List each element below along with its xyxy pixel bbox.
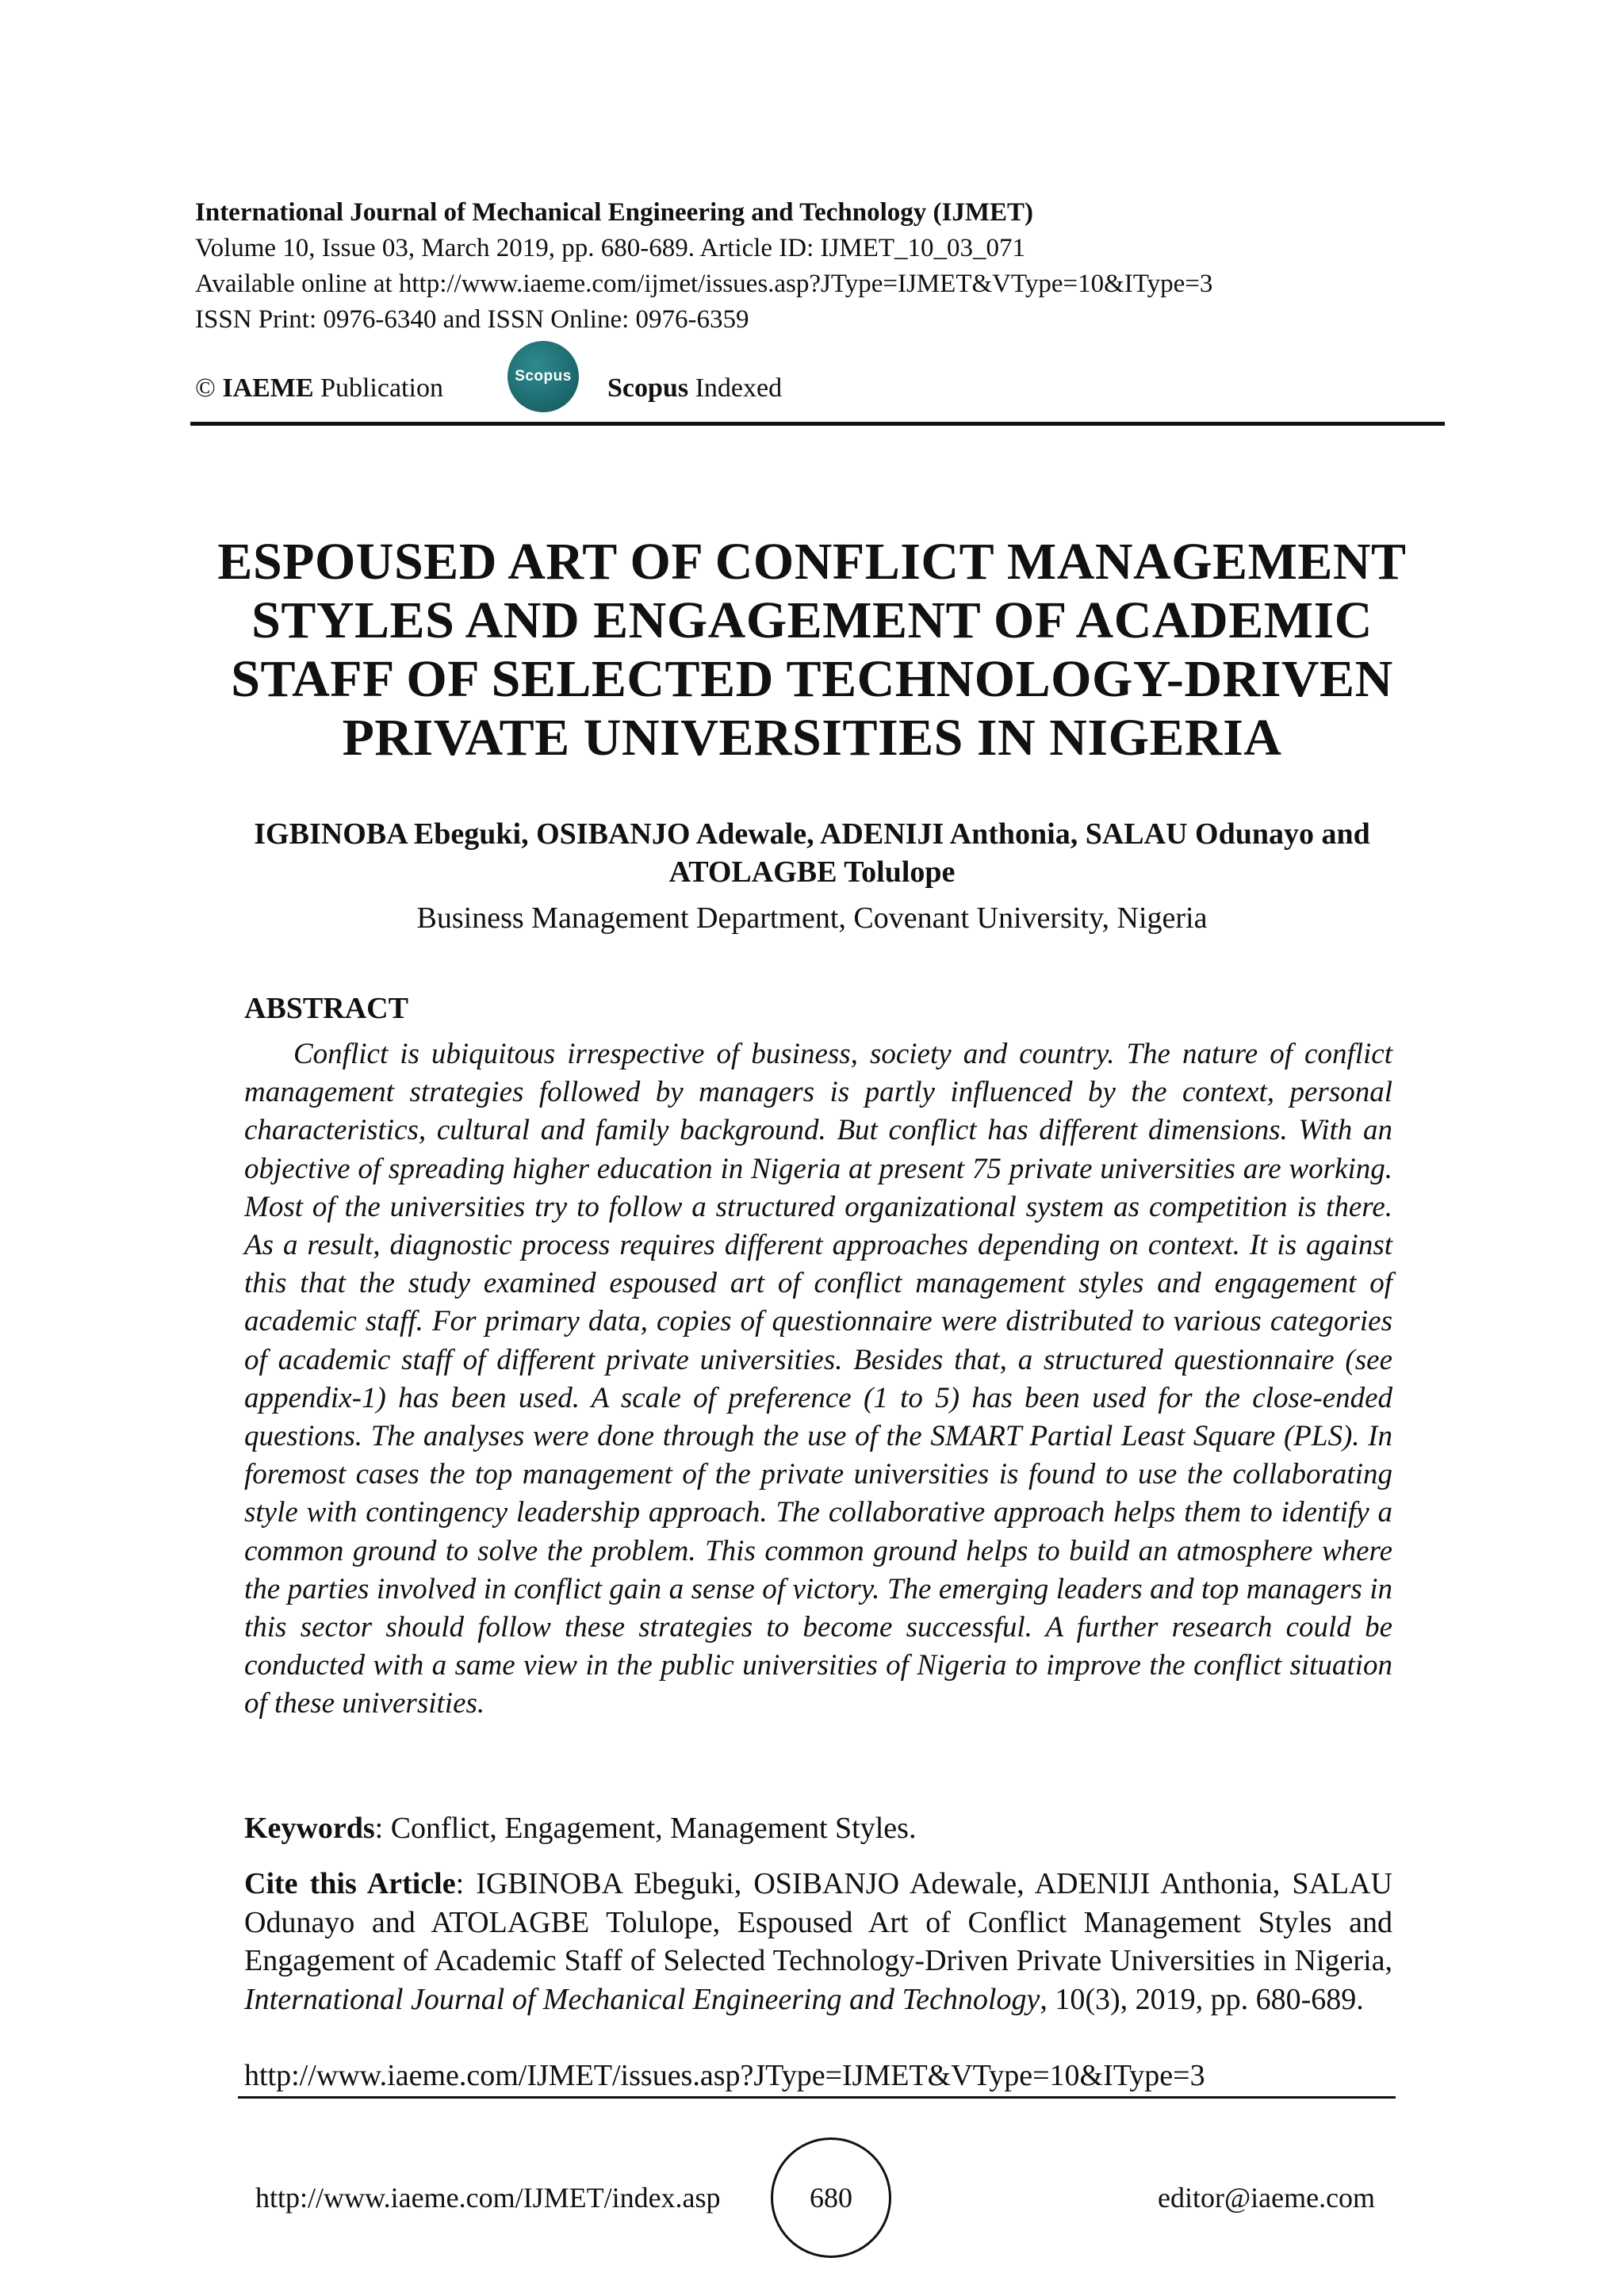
copyright-symbol: ©	[195, 373, 216, 403]
paper-title-line: ESPOUSED ART OF CONFLICT MANAGEMENT	[217, 533, 1407, 591]
header-divider	[190, 422, 1445, 426]
page-number: 680	[810, 2182, 852, 2214]
paper-title-line: STYLES AND ENGAGEMENT OF ACADEMIC	[251, 591, 1373, 649]
scopus-indexed-suffix: Indexed	[695, 373, 783, 403]
keywords-text: : Conflict, Engagement, Management Styles.	[374, 1812, 917, 1845]
keywords	[244, 1809, 1392, 1847]
scopus-logo-icon	[508, 341, 579, 412]
paper-title	[143, 533, 1481, 767]
journal-issn-line: ISSN Print: 0976-6340 and ISSN Online: 0976-6359	[195, 305, 749, 334]
abstract-heading: ABSTRACT	[244, 992, 408, 1025]
authors	[159, 815, 1465, 891]
paper-title-line: PRIVATE UNIVERSITIES IN NIGERIA	[342, 709, 1282, 767]
citation-label: Cite this Article	[244, 1867, 456, 1900]
scopus-logo-text: Scopus	[515, 368, 572, 385]
affiliation: Business Management Department, Covenant University, Nigeria	[416, 901, 1208, 935]
paper-title-line: STAFF OF SELECTED TECHNOLOGY-DRIVEN	[231, 650, 1393, 708]
abstract-text: Conflict is ubiquitous irrespective of business, society and country. The nature of conflict management strategies followed by managers is partly influenced by the context, personal characteristics, cultural and family background. But conflict has different dimensions. With an objective of spreading higher education in Nigeria at present 75 private universities are working. Most of the universities try to follow a structured organizational system as competition is there. As a result, diagnostic process requires different approaches depending on context. It is against this that the study examined espoused art of conflict management styles and engagement of academic staff. For primary data, copies of questionnaire were distributed to various categories of academic staff of different private universities. Besides that, a structured questionnaire (see appendix-1) has been used. A scale of preference (1 to 5) has been used for the close-ended questions. The analyses were done through the use of the SMART Partial Least Square (PLS). In foremost cases the top management of the private universities is found to use the collaborating style with contingency leadership approach. The collaborative approach helps them to identify a common ground to solve the problem. This common ground helps to build an atmosphere where the parties involved in conflict gain a sense of victory. The emerging leaders and top managers in this sector should follow these strategies to become successful. A further research could be conducted with a same view in the public universities of Nigeria to improve the conflict situation of these universities.	[244, 1038, 1392, 1720]
publisher-suffix: Publication	[320, 373, 443, 403]
publisher-line	[195, 371, 443, 406]
citation-authors-title: : IGBINOBA Ebeguki, OSIBANJO Adewale, ADENIJI Anthonia, SALAU Odunayo and ATOLAGBE Tolulope, Espoused Art of Conflict Management Styles and Engagement of Academic Staff of Selected Technology-Driven Private Universities in Nigeria,	[244, 1867, 1392, 1977]
scopus-indexed-bold: Scopus	[607, 373, 689, 403]
authors-line: IGBINOBA Ebeguki, OSIBANJO Adewale, ADENIJI Anthonia, SALAU Odunayo and	[254, 817, 1370, 851]
publisher-name: IAEME	[222, 373, 314, 403]
journal-volume-line: Volume 10, Issue 03, March 2019, pp. 680-689. Article ID: IJMET_10_03_071	[195, 234, 1026, 262]
citation-divider	[238, 2096, 1396, 2099]
citation-journal: International Journal of Mechanical Engineering and Technology	[244, 1982, 1040, 2016]
keywords-label: Keywords	[244, 1812, 375, 1845]
citation-details: , 10(3), 2019, pp. 680-689.	[1040, 1982, 1364, 2016]
journal-available-online-line: Available online at http://www.iaeme.com/ijmet/issues.asp?JType=IJMET&VType=10&IType=3	[195, 270, 1213, 298]
journal-title: International Journal of Mechanical Engineering and Technology (IJMET)	[195, 198, 1033, 227]
footer-email-link[interactable]: editor@iaeme.com	[1158, 2182, 1376, 2214]
footer-url-link[interactable]: http://www.iaeme.com/IJMET/index.asp	[255, 2182, 721, 2214]
authors-line: ATOLAGBE Tolulope	[668, 855, 956, 889]
scopus-indexed-label	[607, 371, 782, 406]
citation-url-link[interactable]: http://www.iaeme.com/IJMET/issues.asp?JType=IJMET&VType=10&IType=3	[244, 2059, 1205, 2092]
citation	[244, 1865, 1392, 2019]
